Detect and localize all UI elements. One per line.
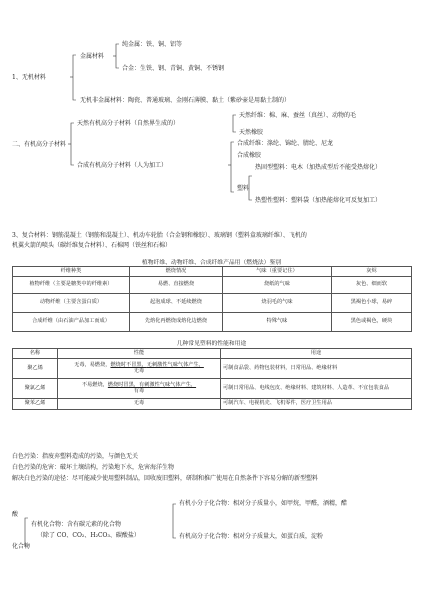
metal-materials: 金属材料 [80,53,105,60]
fiber-cell: 植物纤维（主要是糖类中的纤维素） [13,276,130,293]
fiber-cell: 黑色或褐色，硬块 [332,312,412,331]
fiber-cell: 合成纤维（由石油产品加工而成） [13,312,130,331]
thermosetting-plastic: 热固型塑料：电木（加热成型后不能受热熔化） [255,164,382,171]
section1-title: 1、无机材料 [12,74,46,81]
fiber-header-smell: 气味（重要记住） [223,267,332,277]
table-row [13,358,412,378]
pollution-line2: 白色污染的危害：破坏土壤结构，污染地下水，危害海洋生物 [12,464,175,471]
section2-title: 二、有机高分子材料 [12,141,67,148]
synthetic-polymer: 合成有机高分子材料（人为加工） [77,162,168,169]
plastic-header-use: 用途 [221,349,412,359]
acid-word: 酸 [12,511,19,518]
plastic-use: 可制食品袋、药物包装材料，日常用品、绝缘材料 [221,358,412,378]
fiber-cell: 灰色、细而软 [332,276,412,293]
table-row [13,276,412,293]
property-part: 无毒 [133,368,145,374]
fiber-cell: 动物纤维（主要含蛋白质） [13,293,130,312]
plastic-header-property: 性能 [58,349,221,359]
property-part: 燃烧时不冒黑， [110,361,147,368]
fiber-header-burn: 燃烧情况 [130,267,223,277]
natural-fiber: 天然纤维：棉、麻、蚕丝（真丝）、动物的毛 [239,112,357,119]
fiber-cell: 黑褐色小球，易碎 [332,293,412,312]
natural-rubber: 天然橡胶 [239,129,264,136]
plastic-use: 可制日常用品、电线包皮、绝缘材料、建筑材料、人造革、不宜包装食品 [221,378,412,398]
property-part: 无毒，易燃烧， [74,361,111,368]
fiber-cell: 先熔化再燃烧成熔化边燃烧 [130,312,223,331]
table-row [13,378,412,398]
compound-word: 化合物 [12,543,31,550]
fiber-cell: 起泡成球、不延续燃烧 [130,293,223,312]
alloy: 合金：生铁、钢、青铜、黄铜、不锈钢 [122,65,225,72]
plastic-name: 聚苯乙烯 [13,398,58,409]
table-row [13,398,412,409]
composite-line2: 机翼火箭的喷头（碳纤维复合材料）、石棉网（铁丝和石棉） [12,242,172,249]
property-part: 有毒 [133,388,145,394]
plastic-table [12,348,412,410]
plastic-use: 可制汽车、电视机壳、飞机零件，医疗卫生用品 [221,398,412,409]
plastic-name: 聚氯乙烯 [13,378,58,398]
fiber-cell: 易燃、直接燃烧 [130,276,223,293]
table-row [13,293,412,312]
property-part: 不易燃烧， [81,381,108,388]
fiber-table-caption: 植物纤维、动物纤维、合成纤维产品用（燃烧法）鉴别 [141,260,282,266]
composite-line1: 3、复合材料：钢筋混凝土（钢筋和混凝土）、机动车轮胎（合金钢和橡胶）、玻璃钢（塑料盒玻璃纤维）、飞机的 [12,232,307,239]
organic-exception: （除了 CO、CO₂、H₂CO₃、碳酸盐） [37,532,140,539]
inorganic-nonmetal: 无机非金属材料：陶瓷、普通玻璃、金刚石薄膜、黏土（紫砂壶是用黏土制的） [80,97,291,104]
pollution-line3: 解决白色污染的途径：尽可能减少使用塑料制品，回收废旧塑料，研制和推广使用在自然条件下容易分解的新型塑料 [12,475,319,482]
property-part: 有刺激性气味气体产生， [139,381,197,388]
synthetic-rubber: 合成橡胶 [237,152,262,159]
property-part: 无刺激性气味气体产生， [146,361,204,368]
organic-compound: 有机化合物：含有碳元素的化合物 [31,521,122,528]
large-organic: 有机高分子化合物：相对分子质量大，如蛋白质，淀粉 [179,533,324,540]
pollution-line1: 白色污染：指废弃塑料造成的污染，与颜色无关 [12,453,139,460]
plastic-table-caption: 几种常见塑料的性能和用途 [176,341,247,347]
property-part: 燃烧时冒黑， [107,381,139,388]
fiber-table [12,266,412,332]
pure-metal: 纯金属：铁、铜、铝等 [122,41,183,48]
plastic-property [58,378,221,398]
fiber-header-kind: 纤维种类 [13,267,130,277]
synthetic-fiber: 合成纤维：涤纶、锦纶、腈纶、尼龙 [237,140,334,147]
plastic-header-name: 名称 [13,349,58,359]
fiber-cell: 特殊气味 [223,312,332,331]
table-row [13,312,412,331]
plastic-property [58,358,221,378]
plastic-property: 无毒 [58,398,221,409]
thermoplastic: 热塑性塑料：塑料袋（加热能熔化可反复加工） [255,197,382,204]
small-organic: 有机小分子化合物：相对分子质量小，如甲烷，甲醛，酒精，醋 [179,500,348,507]
fiber-cell: 烧纸的气味 [223,276,332,293]
fiber-header-ash: 灰烬 [332,267,412,277]
fiber-cell: 烧羽毛的气味 [223,293,332,312]
natural-polymer: 天然有机高分子材料（自然界生成的） [77,120,180,127]
plastic: 塑料 [237,185,250,192]
plastic-name: 聚乙烯 [13,358,58,378]
